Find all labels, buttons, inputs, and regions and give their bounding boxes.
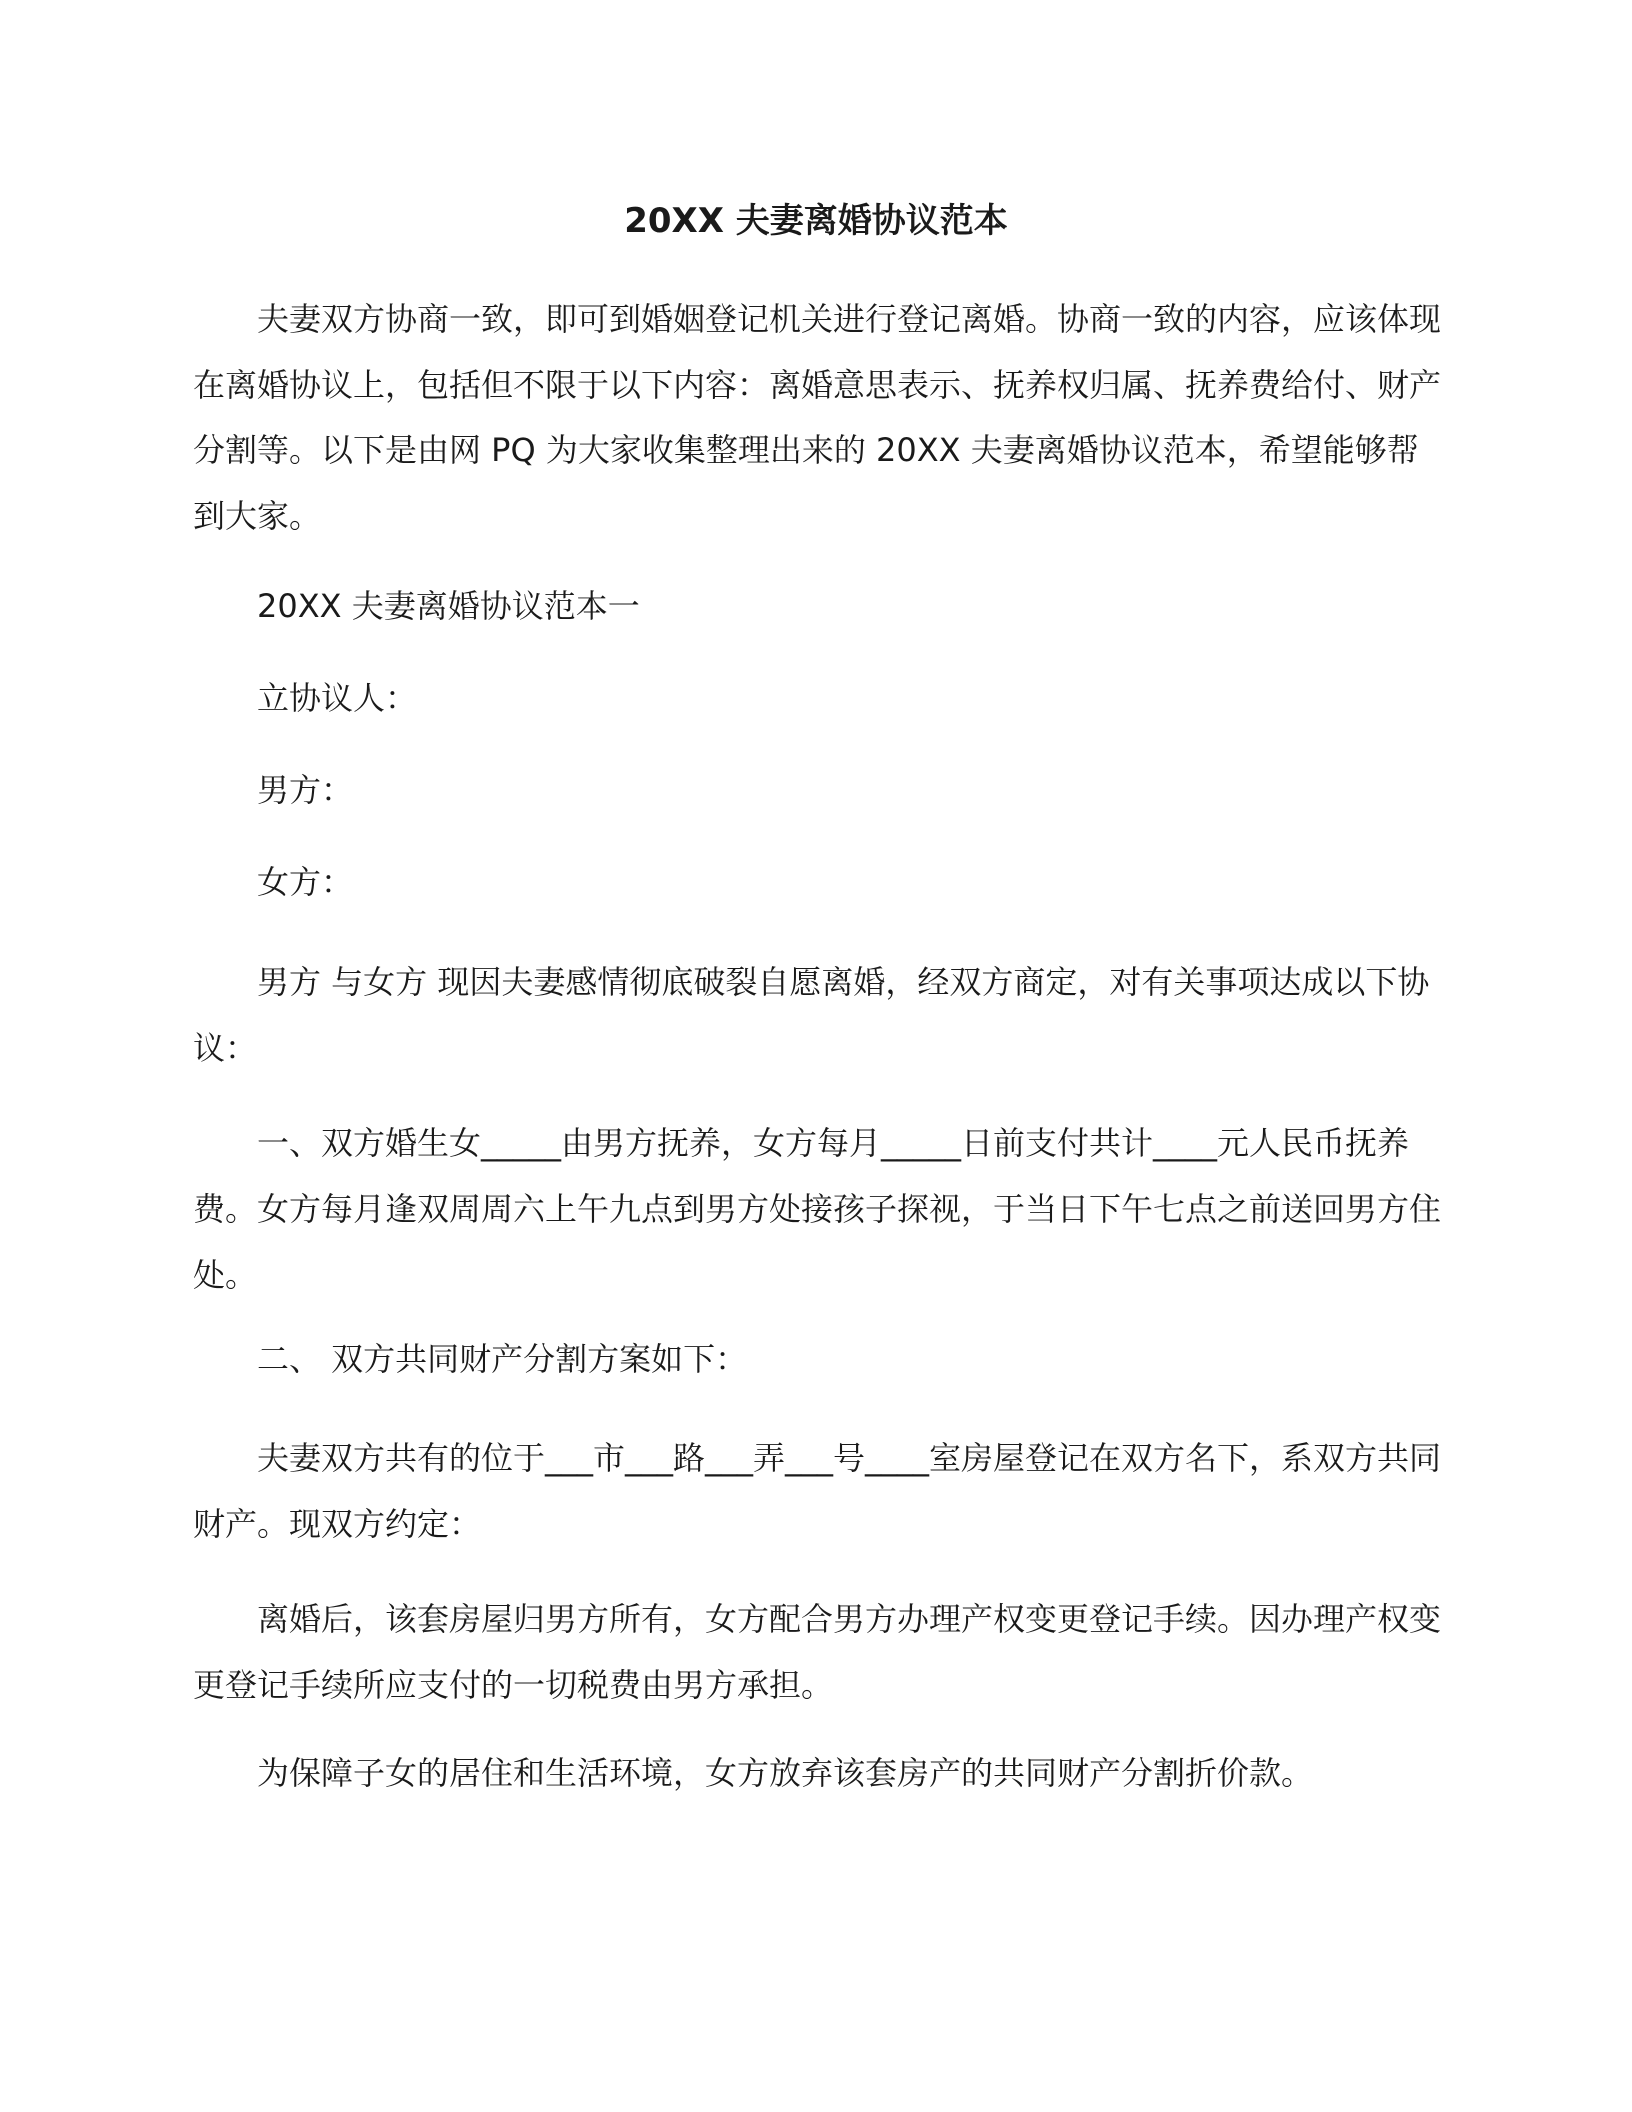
- custody-clause: 一、双方婚生女_____由男方抚养，女方每月_____日前支付共计____元人民币抚养费。女方每月逢双周周六上午九点到男方处接孩子探视，于当日下午七点之前送回男方住处。: [193, 1124, 1442, 1294]
- after-divorce-clause: 离婚后，该套房屋归男方所有，女方配合男方办理产权变更登记手续。因办理产权变更登记手续所应支付的一切税费由男方承担。: [193, 1600, 1442, 1704]
- house-clause: 夫妻双方共有的位于___市___路___弄___号____室房屋登记在双方名下，系双方共同财产。现双方约定：: [193, 1439, 1442, 1543]
- agreement-paragraph: 男方 与女方 现因夫妻感情彻底破裂自愿离婚，经双方商定，对有关事项达成以下协议：: [193, 963, 1430, 1067]
- man-label: 男方：: [257, 771, 354, 809]
- party-label: 立协议人：: [257, 679, 418, 717]
- intro-paragraph: 夫妻双方协商一致，即可到婚姻登记机关进行登记离婚。协商一致的内容，应该体现在离婚协议上，包括但不限于以下内容：离婚意思表示、抚养权归属、抚养费给付、财产分割等。以下是由网 PQ 为大家收集整理出来的 20XX 夫妻离婚协议范本，希望能够帮到大家。: [193, 300, 1442, 535]
- protection-clause: 为保障子女的居住和生活环境，女方放弃该套房产的共同财产分割折价款。: [257, 1754, 1314, 1792]
- property-heading: 二、 双方共同财产分割方案如下：: [257, 1340, 748, 1378]
- woman-label: 女方：: [257, 863, 354, 901]
- document-title: 20XX 夫妻离婚协议范本: [624, 201, 1008, 241]
- sample-subtitle: 20XX 夫妻离婚协议范本一: [257, 587, 640, 625]
